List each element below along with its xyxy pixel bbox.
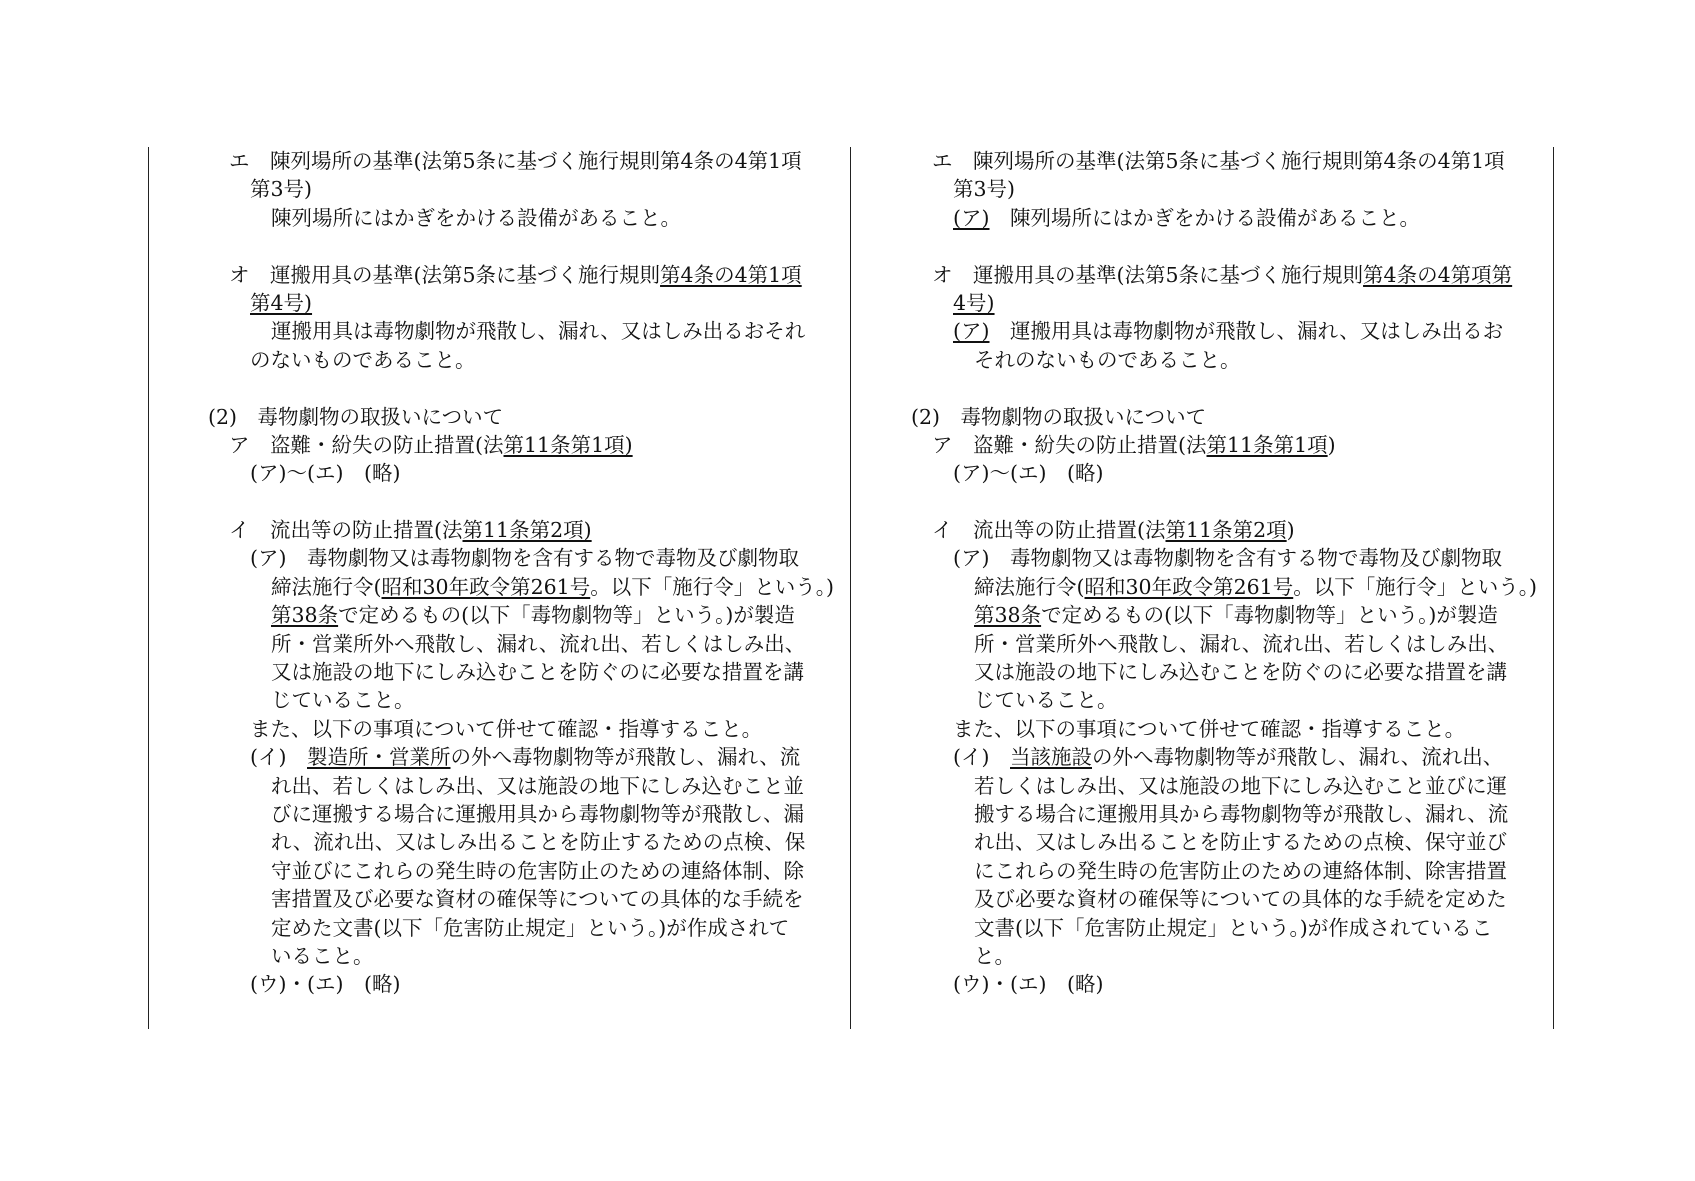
text-segment: イ 流出等の防止措置(法 — [229, 518, 463, 543]
text-line — [852, 942, 1552, 970]
text-line — [149, 544, 849, 572]
text-line — [852, 630, 1552, 658]
underlined-text: 第11条第1項) — [503, 432, 633, 457]
text-segment: 締法施行令( — [271, 574, 382, 599]
underlined-text: 第11条第1項 — [1206, 432, 1328, 457]
text-line — [852, 715, 1552, 743]
text-line — [149, 204, 849, 232]
text-line — [149, 147, 849, 175]
text-segment: 所・営業所外へ飛散し、漏れ、流れ出、若しくはしみ出、 — [271, 631, 806, 656]
underlined-text: 第4条の4第項第 — [1363, 262, 1513, 287]
text-segment: 若しくはしみ出、又は施設の地下にしみ込むこと並びに運 — [974, 773, 1507, 798]
text-segment: (2) 毒物劇物の取扱いについて — [208, 404, 504, 429]
text-line — [852, 800, 1552, 828]
text-segment: ) — [1286, 518, 1295, 543]
text-segment: オ 運搬用具の基準(法第5条に基づく施行規則 — [932, 262, 1364, 287]
text-segment: のないものであること。 — [250, 347, 476, 372]
text-line — [149, 516, 849, 544]
text-line — [149, 658, 849, 686]
text-line — [149, 743, 849, 771]
text-line — [852, 772, 1552, 800]
blank-line — [149, 232, 849, 260]
text-line — [149, 686, 849, 714]
underlined-text: 昭和30年政令第261号 — [1084, 574, 1294, 599]
text-segment: エ 陳列場所の基準(法第5条に基づく施行規則第4条の4第1項 — [229, 149, 802, 173]
text-segment: れ、流れ出、又はしみ出ることを防止するための点検、保 — [271, 830, 806, 855]
text-segment: にこれらの発生時の危害防止のための連絡体制、除害措置 — [974, 858, 1507, 883]
underlined-text: 4号) — [953, 290, 995, 315]
text-segment: 守並びにこれらの発生時の危害防止のための連絡体制、除 — [271, 858, 804, 883]
text-segment: また、以下の事項について併せて確認・指導すること。 — [250, 716, 763, 741]
text-segment: いること。 — [271, 943, 374, 968]
text-segment: 。以下「施行令」という。) — [1293, 574, 1537, 599]
text-segment: エ 陳列場所の基準(法第5条に基づく施行規則第4条の4第1項 — [932, 149, 1505, 173]
text-segment: 又は施設の地下にしみ込むことを防ぐのに必要な措置を講 — [974, 660, 1507, 685]
text-line — [852, 346, 1552, 374]
text-segment: れ出、若しくはしみ出、又は施設の地下にしみ込むこと並 — [271, 773, 804, 798]
text-segment: ア 盗難・紛失の防止措置(法 — [229, 432, 504, 457]
text-line — [149, 772, 849, 800]
table-border-center — [850, 147, 851, 1029]
text-segment: と。 — [974, 943, 1015, 968]
text-line — [852, 403, 1552, 431]
blank-line — [149, 374, 849, 402]
text-segment: 及び必要な資材の確保等についての具体的な手続を定めた — [974, 887, 1507, 912]
text-segment: 陳列場所にはかぎをかける設備があること。 — [989, 205, 1420, 230]
underlined-text: 第38条 — [974, 603, 1042, 628]
text-segment: (イ) — [953, 745, 1010, 770]
text-line — [149, 431, 849, 459]
text-segment: の外へ毒物劇物等が飛散し、漏れ、流 — [450, 745, 801, 770]
blank-line — [852, 488, 1552, 516]
underlined-text: 昭和30年政令第261号 — [381, 574, 591, 599]
text-segment: (ア) 毒物劇物又は毒物劇物を含有する物で毒物及び劇物取 — [250, 546, 799, 571]
table-border-right — [1553, 147, 1554, 1029]
underlined-text: 第11条第2項 — [1165, 518, 1287, 543]
text-line — [852, 317, 1552, 345]
text-segment: (ア)～(エ) (略) — [250, 461, 401, 486]
text-line — [149, 970, 849, 998]
text-segment: それのないものであること。 — [974, 347, 1241, 372]
text-line — [149, 346, 849, 374]
text-line — [852, 289, 1552, 317]
text-line — [149, 317, 849, 345]
text-segment: れ出、又はしみ出ることを防止するための点検、保守並び — [974, 830, 1507, 855]
text-segment: ) — [1327, 432, 1336, 457]
text-line — [149, 942, 849, 970]
text-line — [852, 658, 1552, 686]
text-segment: ア 盗難・紛失の防止措置(法 — [932, 432, 1207, 457]
text-line — [149, 573, 849, 601]
text-line — [852, 544, 1552, 572]
text-line — [149, 857, 849, 885]
text-line — [149, 403, 849, 431]
text-line — [852, 857, 1552, 885]
text-line — [852, 459, 1552, 487]
text-segment: 。以下「施行令」という。) — [590, 574, 834, 599]
underlined-text: 第4号) — [250, 290, 313, 315]
text-line — [852, 204, 1552, 232]
underlined-text: (ア) — [953, 205, 990, 230]
underlined-text: 当該施設 — [1010, 745, 1092, 770]
text-segment: (ウ)・(エ) (略) — [250, 972, 401, 997]
text-segment: 害措置及び必要な資材の確保等についての具体的な手続を — [271, 887, 804, 912]
text-segment: 所・営業所外へ飛散し、漏れ、流れ出、若しくはしみ出、 — [974, 631, 1509, 656]
text-line — [149, 459, 849, 487]
text-segment: (イ) — [250, 745, 307, 770]
text-line — [852, 147, 1552, 175]
text-line — [149, 289, 849, 317]
text-line — [852, 601, 1552, 629]
text-line — [149, 630, 849, 658]
text-segment: で定めるもの(以下「毒物劇物等」という。)が製造 — [1041, 603, 1498, 628]
left-column-revised-text — [149, 147, 849, 999]
text-segment: びに運搬する場合に運搬用具から毒物劇物等が飛散し、漏 — [271, 801, 804, 826]
text-line — [852, 175, 1552, 203]
text-segment: (2) 毒物劇物の取扱いについて — [911, 404, 1207, 429]
text-segment: じていること。 — [974, 688, 1118, 713]
text-segment: (ウ)・(エ) (略) — [953, 972, 1104, 997]
underlined-text: 製造所・営業所 — [307, 745, 451, 770]
text-segment: また、以下の事項について併せて確認・指導すること。 — [953, 716, 1466, 741]
text-line — [852, 431, 1552, 459]
text-segment: 搬する場合に運搬用具から毒物劇物等が飛散し、漏れ、流 — [974, 801, 1509, 826]
text-segment: 又は施設の地下にしみ込むことを防ぐのに必要な措置を講 — [271, 660, 804, 685]
text-segment: 第3号) — [250, 177, 313, 202]
text-line — [852, 743, 1552, 771]
underlined-text: 第4条の4第1項 — [660, 262, 802, 287]
text-segment: 運搬用具は毒物劇物が飛散し、漏れ、又はしみ出るお — [989, 319, 1504, 344]
text-line — [852, 261, 1552, 289]
text-segment: 陳列場所にはかぎをかける設備があること。 — [271, 205, 681, 230]
text-line — [149, 601, 849, 629]
right-column-current-text — [852, 147, 1552, 999]
underlined-text: 第38条 — [271, 603, 339, 628]
text-segment: 締法施行令( — [974, 574, 1085, 599]
text-line — [149, 261, 849, 289]
blank-line — [149, 488, 849, 516]
text-line — [852, 573, 1552, 601]
text-segment: じていること。 — [271, 688, 415, 713]
text-line — [852, 828, 1552, 856]
text-line — [852, 970, 1552, 998]
blank-line — [852, 232, 1552, 260]
text-line — [149, 715, 849, 743]
text-segment: (ア)～(エ) (略) — [953, 461, 1104, 486]
text-segment: で定めるもの(以下「毒物劇物等」という。)が製造 — [338, 603, 795, 628]
text-segment: の外へ毒物劇物等が飛散し、漏れ、流れ出、 — [1092, 745, 1504, 770]
text-segment: オ 運搬用具の基準(法第5条に基づく施行規則 — [229, 262, 661, 287]
text-segment: 文書(以下「危害防止規定」という。)が作成されているこ — [974, 915, 1493, 940]
text-line — [149, 885, 849, 913]
text-line — [852, 885, 1552, 913]
text-line — [149, 800, 849, 828]
text-segment: (ア) 毒物劇物又は毒物劇物を含有する物で毒物及び劇物取 — [953, 546, 1502, 571]
text-segment: 運搬用具は毒物劇物が飛散し、漏れ、又はしみ出るおそれ — [271, 319, 806, 344]
underlined-text: (ア) — [953, 319, 990, 344]
text-segment: イ 流出等の防止措置(法 — [932, 518, 1166, 543]
text-line — [149, 175, 849, 203]
text-line — [149, 828, 849, 856]
blank-line — [852, 374, 1552, 402]
text-line — [852, 686, 1552, 714]
text-line — [852, 914, 1552, 942]
text-segment: 定めた文書(以下「危害防止規定」という。)が作成されて — [271, 915, 790, 940]
text-line — [149, 914, 849, 942]
text-segment: 第3号) — [953, 177, 1016, 202]
underlined-text: 第11条第2項) — [462, 518, 592, 543]
text-line — [852, 516, 1552, 544]
